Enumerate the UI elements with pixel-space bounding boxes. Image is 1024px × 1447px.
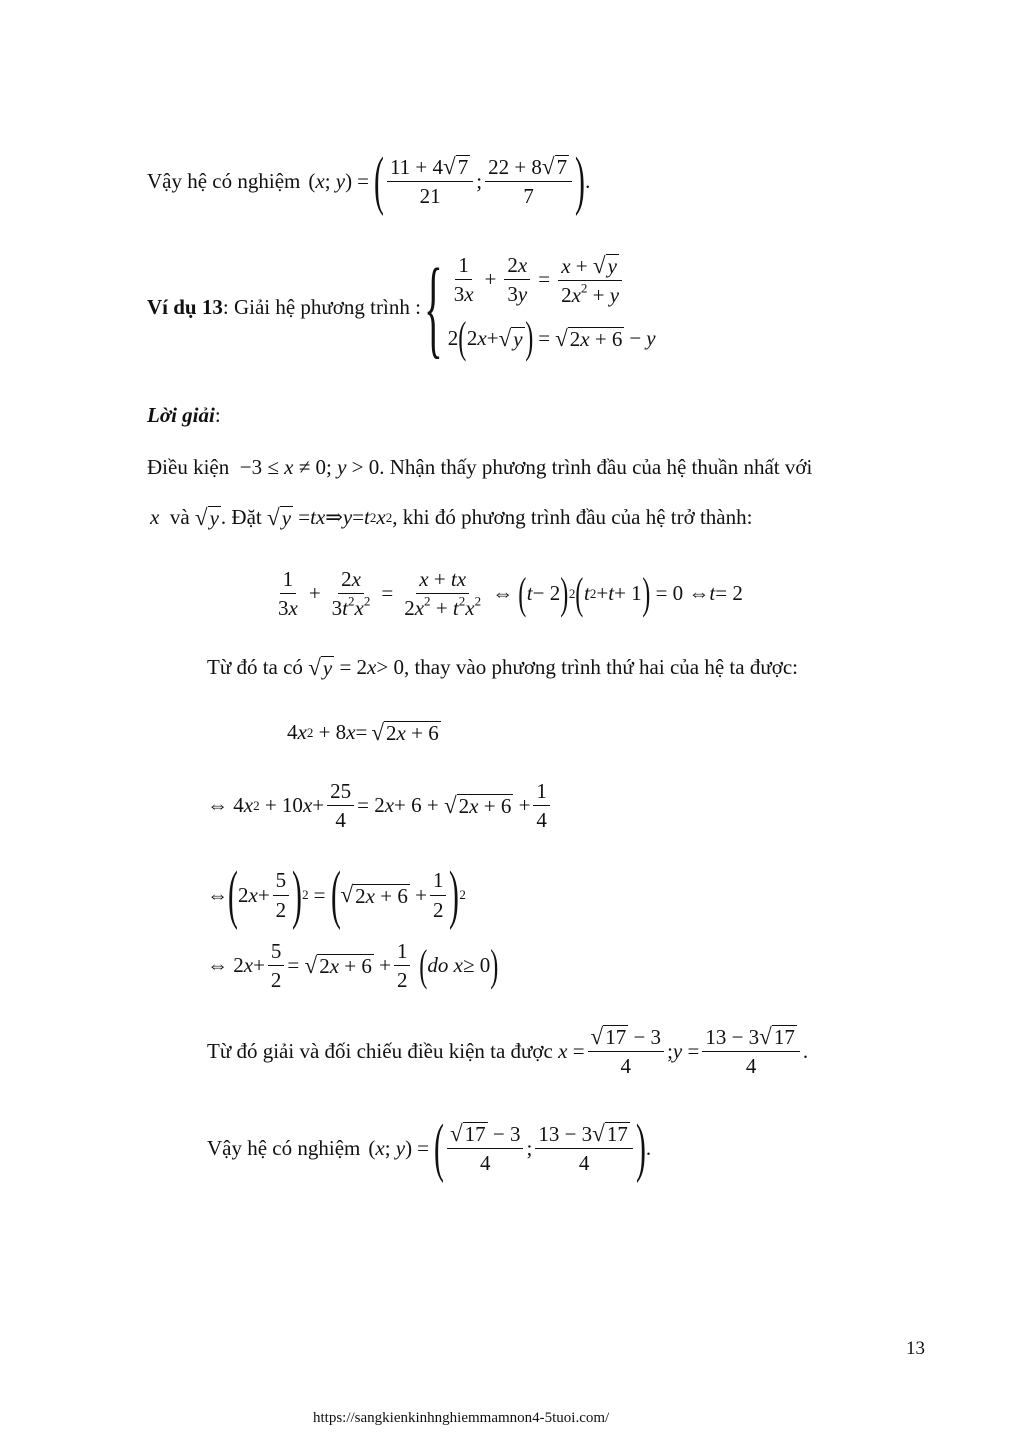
eq-step-2: ⇔ 4 x 2 + 10 x + $\frac{25}{4}$ = 2 x + 6 + √ 2x + 6 + $\frac{1}{4}$	[207, 780, 553, 831]
final-answer: Vậy hệ có nghiệm ( x ; y ) = ( √ 17 − 3 4 ; 13 − 3 √ 17 4 ) .	[207, 1111, 652, 1184]
substitution-line: x và √ y . Đặt √ y = tx ⇒ y = t 2 x 2 , khi đó phương trình đầu của hệ trở thành:	[150, 503, 753, 530]
footer-url: https://sangkienkinhnghiemmamnon4-5tuoi.com/	[313, 1410, 610, 1426]
note-do: do	[427, 953, 449, 978]
eq-step-3: ⇔ ( 2 x + $\frac{5}{2}$ ) 2 = ( √ 2x + 6 + $\frac{1}{2}$ ) 2	[207, 858, 466, 931]
eq-step-4: ⇔ 2 x + $\frac{5}{2}$ = √ 2x + 6 + $\frac{1}{2}$ ( do x ≥ 0 )	[207, 939, 499, 993]
page-number: 13	[906, 1338, 925, 1359]
t-equation: $\frac{1}{3x}$ + $\frac{2x}{3t^2x^2}$ = $\frac{x + tx}{2x^2 + t^2x^2}$ ⇔ ( t − 2 ) 2 ( t 2 + t + 1 ) = 0 ⇔ t = 2	[278, 567, 743, 621]
condition-line: Điều kiện −3 ≤ x ≠ 0; y > 0. Nhận thấy phương trình đầu của hệ thuần nhất với	[147, 455, 813, 479]
example-text: : Giải hệ phương trình :	[222, 294, 421, 319]
solution-line-1: Vậy hệ có nghiệm ( x ; y ) = ( 11 + 4 √ 7 21 ; 22 + 8 √ 7 7 ) .	[147, 144, 591, 217]
t-result-line: Từ đó ta có √ y = 2 x > 0 , thay vào phương trình thứ hai của hệ ta được:	[207, 653, 798, 680]
line1-text: Vậy hệ có nghiệm	[147, 168, 301, 193]
example-13: Ví dụ 13 : Giải hệ phương trình : { $\frac{1}{3x}$ + $\frac{2x}{3y}$ = x + √ y $2x^2 + y$ 2 ( 2 x + √ y ) = √ 2x + 6 − y	[147, 246, 656, 368]
solution-heading: Lời giải:	[147, 403, 221, 427]
example-label: Ví dụ 13	[147, 294, 223, 319]
solution-values: Từ đó giải và đối chiếu điều kiện ta được x = √ 17 − 3 4 ; y = 13 − 3 √ 17 4 .	[207, 1023, 809, 1079]
eq-step-1: 4 x 2 + 8 x = √ 2x + 6	[287, 718, 439, 745]
